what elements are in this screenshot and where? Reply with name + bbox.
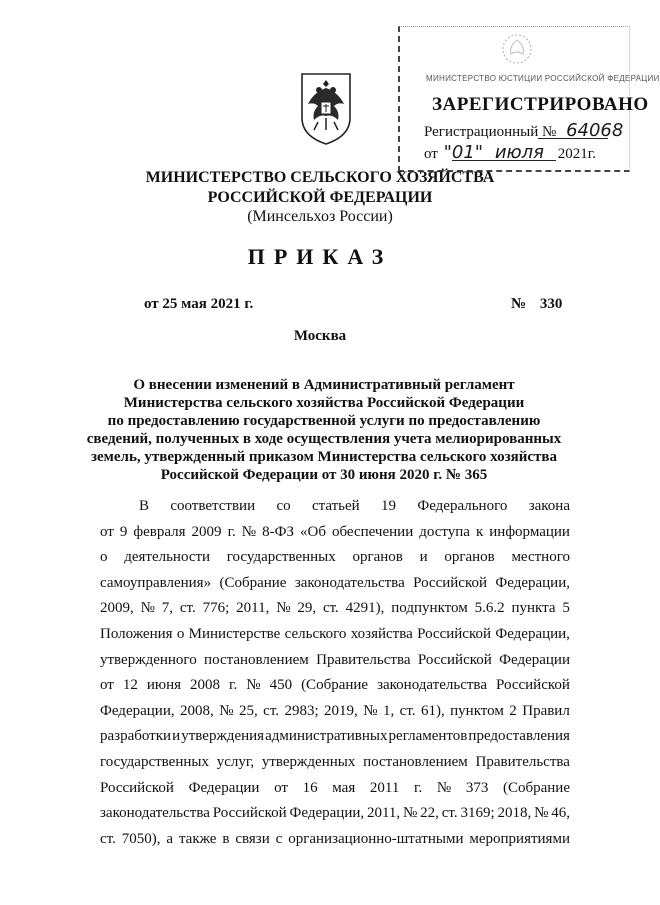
body-line: Положения о Министерстве сельского хозяйства Российской Федерации,	[100, 626, 570, 642]
stamp-title: ЗАРЕГИСТРИРОВАНО	[432, 94, 649, 115]
subject-line: Российской Федерации от 30 июня 2020 г. № 365	[160, 467, 488, 483]
body-line: самоуправления» (Собрание законодательства Российской Федерации,	[100, 574, 570, 591]
stamp-reg-label: Регистрационный №	[424, 124, 557, 140]
body-line: законодательства Российской Федерации, 2011, № 22, ст. 3169; 2018, № 46,	[100, 805, 570, 822]
body-line: Федерации, 2008, № 25, ст. 2983; 2019, № 1, ст. 61), пунктом 2 Правил	[100, 702, 570, 719]
subject-line: О внесении изменений в Административный регламент	[133, 377, 515, 393]
document-type: ПРИКАЗ	[247, 244, 393, 269]
stamp-date-year: 2021	[557, 146, 588, 162]
stamp-date-suffix: г.	[587, 146, 596, 162]
ministry-line-1: МИНИСТЕРСТВО СЕЛЬСКОГО ХОЗЯЙСТВА	[145, 169, 495, 186]
subject-line: по предоставлению государственной услуги по предоставлению	[107, 413, 541, 429]
stamp-date-underline	[452, 160, 556, 161]
body-line: о деятельности государственных органов и органов местного	[100, 549, 570, 566]
body-line: разработки и утверждения административных регламентов предоставления	[100, 728, 570, 745]
subject-line: земель, утвержденный приказом Министерства сельского хозяйства	[90, 449, 558, 465]
stamp-date-prefix: от	[424, 146, 438, 162]
ministry-name	[0, 168, 640, 208]
order-number: № 330	[511, 296, 563, 312]
stamp-reg-number: 64068	[566, 120, 624, 141]
body-line: государственных услуг, утвержденных постановлением Правительства	[100, 754, 570, 770]
body-line: Российской Федерации от 16 мая 2011 г. № 373 (Собрание	[100, 779, 570, 796]
subject-line: сведений, полученных в ходе осуществления учета мелиорированных	[86, 431, 562, 447]
body-line: 2009, № 7, ст. 776; 2011, № 29, ст. 4291), подпунктом 5.6.2 пункта 5	[100, 600, 570, 617]
coat-of-arms-icon	[296, 66, 356, 146]
ministry-short-name: (Минсельхоз России)	[247, 208, 393, 225]
stamp-date-month: июля	[494, 142, 545, 163]
order-subject	[82, 376, 566, 484]
stamp-reg-underline	[538, 138, 608, 139]
order-date: от 25 мая 2021 г.	[144, 296, 254, 312]
stamp-date-day: "01"	[443, 142, 484, 163]
body-line: утвержденного постановлением Правительства Российской Федерации	[100, 651, 570, 668]
order-city: Москва	[293, 328, 347, 344]
seal-icon	[495, 32, 539, 66]
ministry-line-2: РОССИЙСКОЙ ФЕДЕРАЦИИ	[207, 189, 433, 206]
subject-line: Министерства сельского хозяйства Российской Федерации	[123, 395, 525, 411]
body-line: от 12 июня 2008 г. № 450 (Собрание законодательства Российской	[100, 677, 570, 694]
body-line: ст. 7050), а также в связи с организационно-штатными мероприятиями	[100, 830, 570, 847]
body-line: от 9 февраля 2009 г. № 8-ФЗ «Об обеспечении доступа к информации	[100, 523, 570, 540]
stamp-ministry-text: МИНИСТЕРСТВО ЮСТИЦИИ РОССИЙСКОЙ ФЕДЕРАЦИИ	[426, 74, 660, 83]
body-line: В соответствии со статьей 19 Федерального закона	[139, 498, 570, 514]
